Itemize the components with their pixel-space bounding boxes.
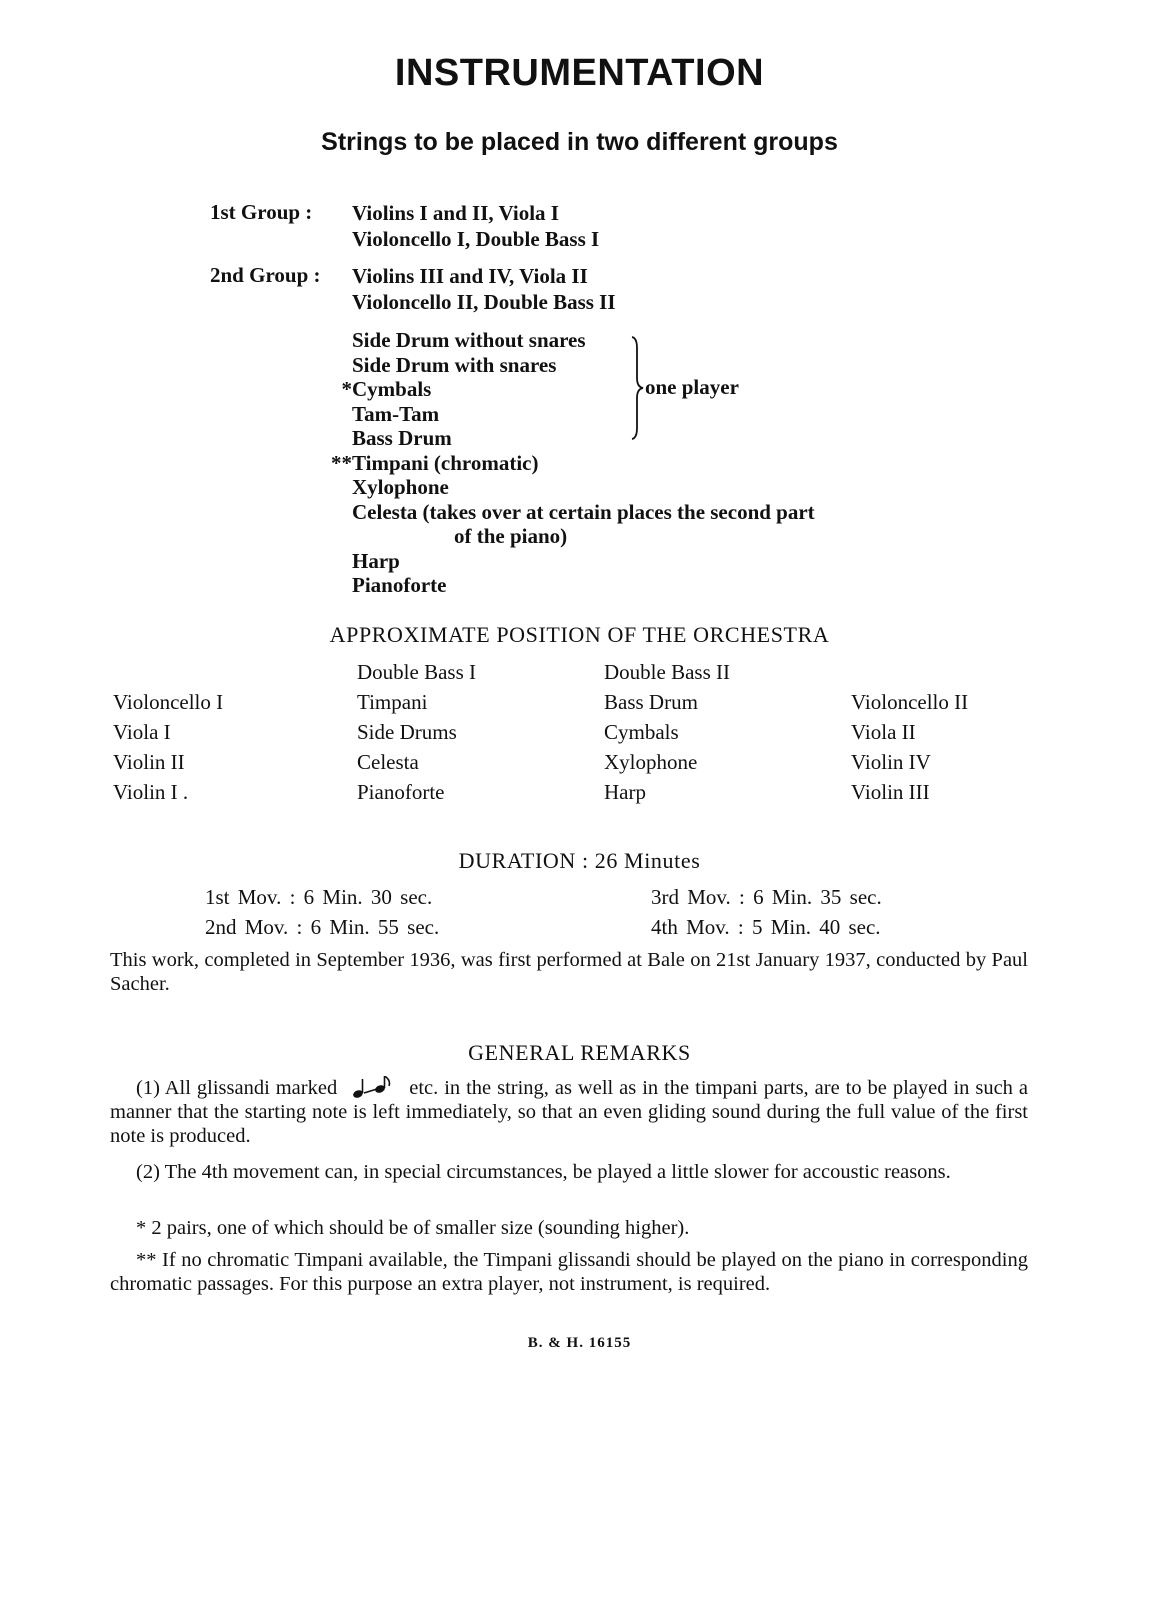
page-subtitle: Strings to be placed in two different groups xyxy=(321,128,838,156)
group-2-line: Violoncello II, Double Bass II xyxy=(352,290,616,314)
percussion-item: Bass Drum xyxy=(352,426,452,450)
instrument-item: of the piano) xyxy=(454,524,568,548)
remark-2: (2) The 4th movement can, in special circumstances, be played a little slower for accoustic reasons. xyxy=(136,1161,951,1183)
orchestra-cell: Violin I . xyxy=(113,780,189,804)
group-1-line: Violins I and II, Viola I xyxy=(352,201,559,225)
orchestra-heading: APPROXIMATE POSITION OF THE ORCHESTRA xyxy=(329,622,830,647)
instrument-list xyxy=(331,328,815,598)
group-1-line: Violoncello I, Double Bass I xyxy=(352,227,600,251)
movement-duration: 4th Mov. : 5 Min. 40 sec. xyxy=(651,915,881,939)
instrument-item: ** Timpani (chromatic) xyxy=(331,450,539,475)
publisher-number: B. & H. 16155 xyxy=(527,1335,632,1351)
orchestra-cell: Violin IV xyxy=(851,750,931,774)
orchestra-cell: Harp xyxy=(604,780,646,804)
page-title: INSTRUMENTATION xyxy=(394,52,765,94)
orchestra-cell: Viola I xyxy=(113,720,171,744)
instrument-item: Xylophone xyxy=(352,475,449,499)
premiere-note: This work, completed in September 1936, was first performed at Bale on 21st January 1937, conducted by Paul Sacher. xyxy=(110,949,1028,995)
group-1-label: 1st Group : xyxy=(210,200,313,224)
orchestra-cell: Pianoforte xyxy=(357,780,445,804)
group-1-instruments xyxy=(352,200,599,252)
orchestra-cell: Bass Drum xyxy=(604,690,698,714)
percussion-item: Tam-Tam xyxy=(352,401,440,426)
group-2-line: Violins III and IV, Viola II xyxy=(352,264,588,288)
percussion-item: * Cymbals xyxy=(341,377,432,401)
orchestra-cell: Violin III xyxy=(851,780,930,804)
percussion-item: Side Drum with snares xyxy=(352,352,557,377)
orchestra-cell: Cymbals xyxy=(604,720,679,744)
orchestra-cell: Xylophone xyxy=(604,750,698,774)
instrument-item: Pianoforte xyxy=(352,573,447,597)
orchestra-cell: Violoncello I xyxy=(113,690,224,714)
orchestra-cell: Double Bass II xyxy=(604,660,730,684)
orchestra-cell: Celesta xyxy=(357,750,419,774)
orchestra-cell: Violoncello II xyxy=(851,690,969,714)
footnote-timpani: ** If no chromatic Timpani available, the Timpani glissandi should be played on the piano in corresponding chromatic passages. For this purpose an extra player, not instrument, is required. xyxy=(110,1249,1028,1295)
remarks-heading: GENERAL REMARKS xyxy=(468,1040,691,1065)
duration-heading: DURATION : 26 Minutes xyxy=(458,848,701,873)
glissando-notation-icon xyxy=(351,1076,395,1100)
instrument-item: Celesta (takes over at certain places the second part xyxy=(352,499,815,524)
percussion-item: Side Drum without snares xyxy=(352,328,586,352)
brace-icon xyxy=(631,336,645,440)
footnote-cymbals: * 2 pairs, one of which should be of smaller size (sounding higher). xyxy=(136,1217,690,1239)
one-player-label: one player xyxy=(645,375,739,399)
orchestra-cell: Violin II xyxy=(113,750,185,774)
orchestra-cell: Timpani xyxy=(357,690,428,714)
movement-duration: 2nd Mov. : 6 Min. 55 sec. xyxy=(205,915,440,939)
instrument-item: Harp xyxy=(352,548,400,573)
orchestra-cell: Side Drums xyxy=(357,720,457,744)
movement-duration: 3rd Mov. : 6 Min. 35 sec. xyxy=(651,885,882,909)
group-2-label: 2nd Group : xyxy=(210,263,321,287)
group-2-instruments xyxy=(352,263,616,315)
orchestra-cell: Double Bass I xyxy=(357,660,476,684)
movement-duration: 1st Mov. : 6 Min. 30 sec. xyxy=(205,885,433,909)
remark-1: (1) All glissandi marked etc. in the string, as well as in the timpani parts, are to be played in such a manner that the starting note is left immediately, so that an even gliding sound during the full value of the first note is produced. xyxy=(110,1077,1028,1147)
orchestra-cell: Viola II xyxy=(851,720,916,744)
